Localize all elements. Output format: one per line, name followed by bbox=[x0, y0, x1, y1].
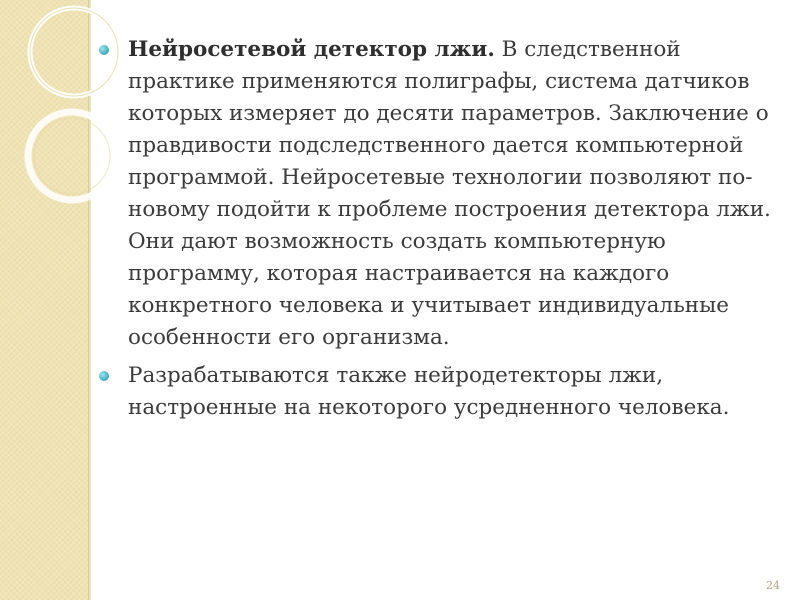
slide-content bbox=[98, 34, 778, 430]
bullet-icon bbox=[99, 371, 109, 381]
bullet-text: В следственной практике применяются полиграфы, система датчиков которых измеряет до десяти параметров. Заключение о правдивости подследственного дается компьютерной программой. Нейросетевые технологии позволяют по-новому подойти к проблеме построения детектора лжи. Они дают возможность создать компьютерную программу, которая настраивается на каждого конкретного человека и учитывает индивидуальные особенности его организма. bbox=[128, 37, 771, 350]
bullet-text: Разрабатываются также нейродетекторы лжи, настроенные на некоторого усредненного человека. bbox=[128, 363, 730, 420]
bullet-heading: Нейросетевой детектор лжи. bbox=[128, 37, 495, 62]
page-number: 24 bbox=[766, 579, 780, 592]
bullet-icon bbox=[99, 45, 109, 55]
bullet-item-neurodetectors bbox=[98, 360, 778, 424]
bullet-item-neural-detector bbox=[98, 34, 778, 354]
